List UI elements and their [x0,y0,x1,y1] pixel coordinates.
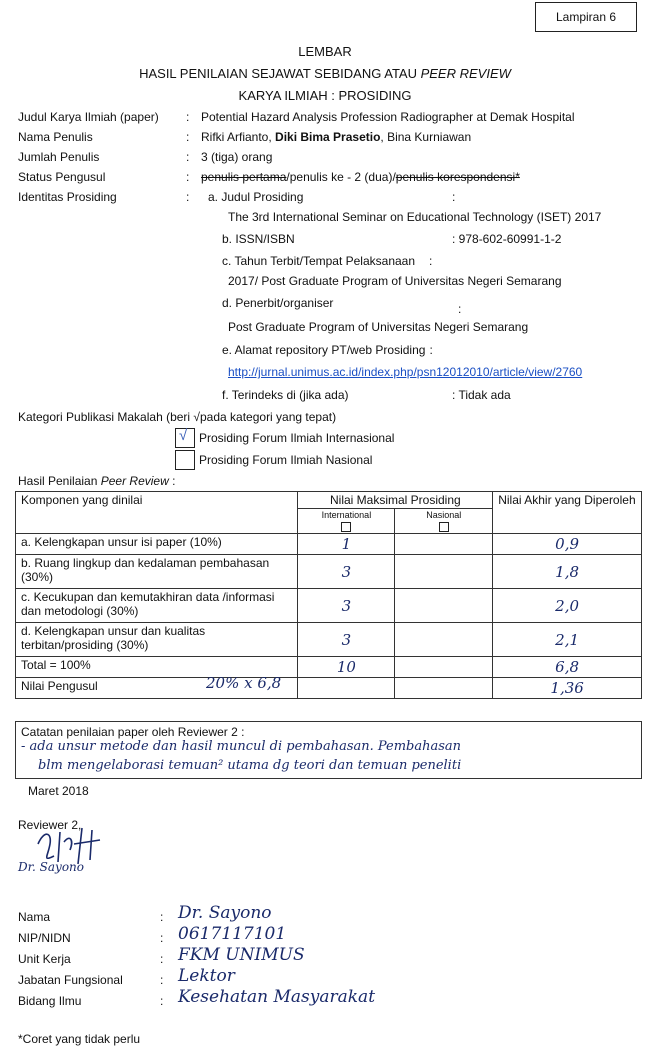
akhir-value: 0,9 [493,534,642,555]
identitas-c-label: c. Tahun Terbit/Tempat Pelaksanaan : [222,254,433,268]
jumlah-label: Jumlah Penulis [18,150,100,164]
checkbox-nasional-icon [439,522,449,532]
colon: : [186,170,190,184]
judul-label: Judul Karya Ilmiah (paper) [18,110,159,124]
nip-value: 0617117101 [178,924,287,944]
komponen-cell: d. Kelengkapan unsur dan kualitas terbitan/prosiding (30%) [16,623,298,657]
nasional-value [395,555,493,589]
judul-value: Potential Hazard Analysis Profession Radiographer at Demak Hospital [201,110,575,124]
akhir-value: 2,0 [493,589,642,623]
checkbox-international-icon [341,522,351,532]
identitas-b-label: b. ISSN/ISBN [222,232,295,246]
total-intl: 10 [298,657,395,678]
table-row [16,623,642,657]
kategori-label: Kategori Publikasi Makalah (beri √pada kategori yang tepat) [18,410,337,424]
review-table [15,491,642,699]
reviewer-label: Reviewer 2, [18,818,82,832]
nama-label: Nama [18,910,51,924]
pengusul-akhir: 1,36 [493,678,642,699]
bidang-label: Bidang Ilmu [18,994,82,1008]
pengusul-nasional [395,678,493,699]
intl-value: 3 [298,623,395,657]
identitas-d-label: d. Penerbit/organiser [222,296,334,310]
colon: : [160,910,164,924]
identitas-b-value: : 978-602-60991-1-2 [452,232,562,246]
status-value: penulis pertama/penulis ke - 2 (dua)/penulis korespondensi* [201,170,520,184]
colon: : [452,190,456,204]
colon: : [160,973,164,987]
pengusul-intl [298,678,395,699]
table-header-row [16,492,642,509]
colon: : [186,190,190,204]
total-row [16,657,642,678]
colon: : [458,302,462,316]
jumlah-value: 3 (tiga) orang [201,150,273,164]
identitas-e-label: e. Alamat repository PT/web Prosiding : [222,343,433,357]
pengusul-calc: 20% x 6,8 [206,674,282,692]
checkbox-internasional[interactable] [175,428,195,448]
colon: : [186,150,190,164]
identitas-a-label: a. Judul Prosiding [208,190,304,204]
bidang-value: Kesehatan Masyarakat [178,987,376,1007]
catatan-line1: - ada unsur metode dan hasil muncul di pembahasan. Pembahasan [21,739,462,754]
catatan-label: Catatan penilaian paper oleh Reviewer 2 : [21,725,245,739]
total-nasional [395,657,493,678]
komponen-cell: c. Kecukupan dan kemutakhiran data /informasi dan metodologi (30%) [16,589,298,623]
pengusul-label-cell: Nilai Pengusul 20% x 6,8 [16,678,298,699]
title-lembar: LEMBAR [298,44,352,59]
option-nasional: Prosiding Forum Ilmiah Nasional [199,453,373,467]
jabatan-value: Lektor [178,966,235,986]
repository-link[interactable]: http://jurnal.unimus.ac.id/index.php/psn12012010/article/view/2760 [228,365,583,379]
colon: : [186,110,190,124]
identitas-d-value: Post Graduate Program of Universitas Negeri Semarang [228,320,529,334]
intl-value: 1 [298,534,395,555]
table-row [16,534,642,555]
identitas-a-value: The 3rd International Seminar on Educational Technology (ISET) 2017 [228,210,602,224]
table-row [16,555,642,589]
pengusul-row [16,678,642,699]
komponen-cell: a. Kelengkapan unsur isi paper (10%) [16,534,298,555]
title-hasil: HASIL PENILAIAN SEJAWAT SEBIDANG ATAU PEER REVIEW [139,66,511,81]
catatan-box [15,721,642,779]
akhir-value: 2,1 [493,623,642,657]
colon: : [160,994,164,1008]
colon: : [186,130,190,144]
header-komponen: Komponen yang dinilai [16,492,298,534]
hasil-label: Hasil Penilaian Peer Review : [18,474,176,488]
lampiran-box: Lampiran 6 [535,2,637,32]
unit-label: Unit Kerja [18,952,71,966]
reviewer-name-signature: Dr. Sayono [18,860,84,874]
nasional-value [395,534,493,555]
header-nasional: Nasional [395,509,493,534]
komponen-cell: b. Ruang lingkup dan kedalaman pembahasan (30%) [16,555,298,589]
header-nilai-maksimal: Nilai Maksimal Prosiding [298,492,493,509]
status-label: Status Pengusul [18,170,106,184]
colon: : [160,931,164,945]
nip-label: NIP/NIDN [18,931,71,945]
checkmark-icon: √ [179,427,188,444]
date: Maret 2018 [28,784,89,798]
header-international: International [298,509,395,534]
colon: : [160,952,164,966]
akhir-value: 1,8 [493,555,642,589]
nama-penulis-value: Rifki Arfianto, Diki Bima Prasetio, Bina Kurniawan [201,130,472,144]
option-internasional: Prosiding Forum Ilmiah Internasional [199,431,395,445]
footnote: *Coret yang tidak perlu [18,1032,141,1046]
checkbox-nasional[interactable] [175,450,195,470]
intl-value: 3 [298,589,395,623]
title-karya: KARYA ILMIAH : PROSIDING [238,88,412,103]
table-row [16,589,642,623]
header-nilai-akhir: Nilai Akhir yang Diperoleh [493,492,642,534]
identitas-label: Identitas Prosiding [18,190,117,204]
nama-penulis-label: Nama Penulis [18,130,93,144]
identitas-f-label: f. Terindeks di (jika ada) [222,388,349,402]
nasional-value [395,623,493,657]
jabatan-label: Jabatan Fungsional [18,973,123,987]
catatan-line2: blm mengelaborasi temuan² utama dg teori dan temuan peneliti [38,758,462,773]
nasional-value [395,589,493,623]
total-akhir: 6,8 [493,657,642,678]
unit-value: FKM UNIMUS [178,945,305,965]
identitas-f-value: : Tidak ada [452,388,511,402]
identitas-c-value: 2017/ Post Graduate Program of Universitas Negeri Semarang [228,274,562,288]
nama-value: Dr. Sayono [178,903,272,923]
total-label: Total = 100% [16,657,298,678]
intl-value: 3 [298,555,395,589]
